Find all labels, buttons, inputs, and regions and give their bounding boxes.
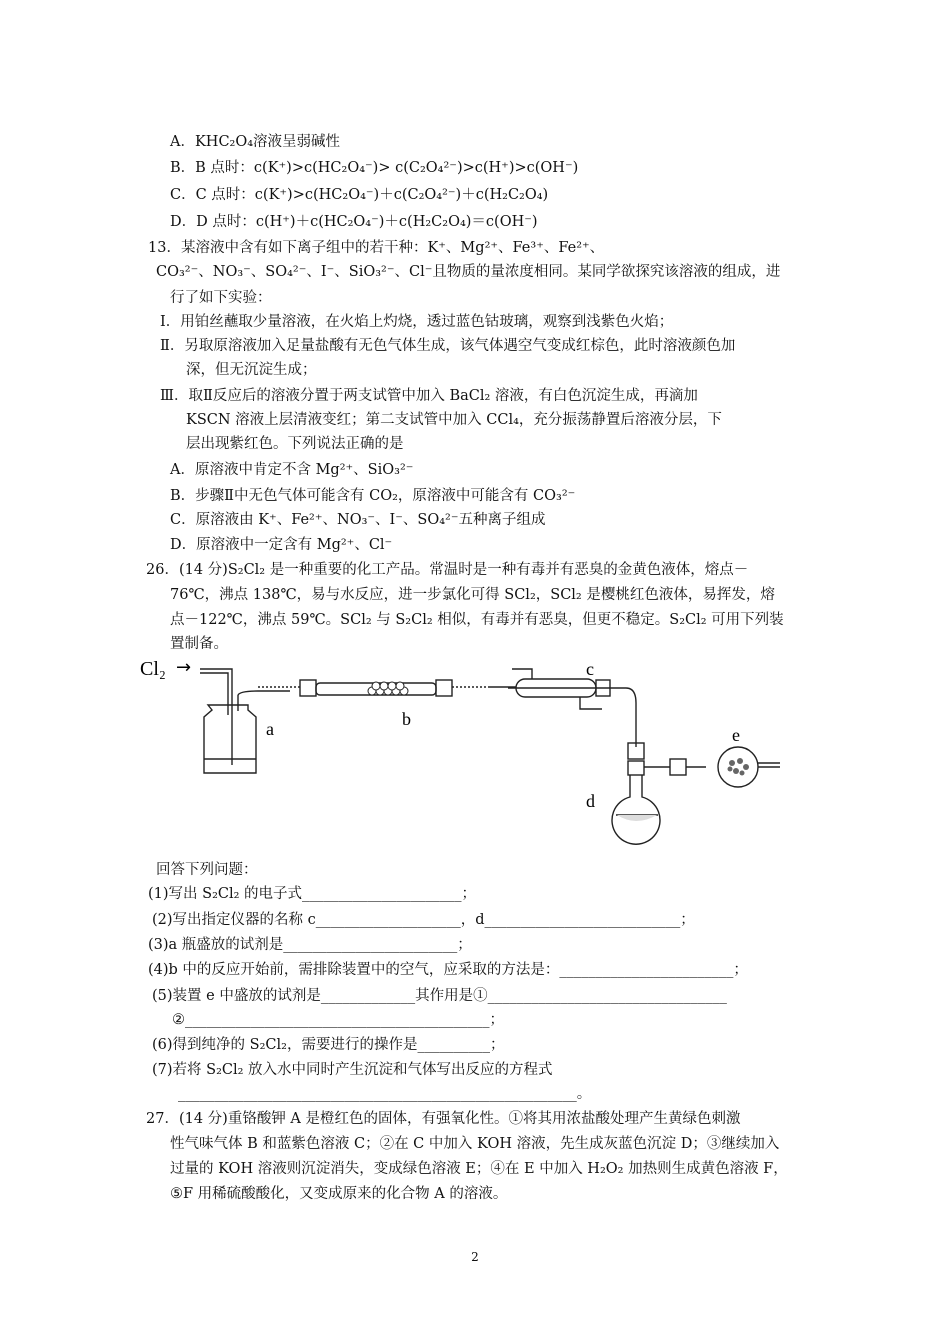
q13-option-a: A．原溶液中肯定不含 Mg²⁺、SiO₃²⁻ xyxy=(170,462,414,478)
q26-part-1: (1)写出 S₂Cl₂ 的电子式______________________； xyxy=(148,886,477,902)
q13-stem-line2: CO₃²⁻、NO₃⁻、SO₄²⁻、I⁻、SiO₃²⁻、Cl⁻且物质的量浓度相同。某同学欲探究该溶液的组成，进 xyxy=(156,264,781,280)
q26-stem-line3: 点－122℃，沸点 59℃。SCl₂ 与 S₂Cl₂ 相似，有毒并有恶臭，但更不稳定。S₂Cl₂ 可用下列装 xyxy=(170,612,784,628)
q26-part-7-line2: _______________________________________________________。 xyxy=(178,1086,592,1102)
q26-part-7-line1: (7)若将 S₂Cl₂ 放入水中同时产生沉淀和气体写出反应的方程式 xyxy=(152,1062,553,1078)
q13-option-d: D．原溶液中一定含有 Mg²⁺、Cl⁻ xyxy=(170,537,393,553)
q13-stem-line3: 行了如下实验： xyxy=(170,290,272,306)
q13-experiment-2-line2: 深，但无沉淀生成； xyxy=(186,362,317,378)
label-c: c xyxy=(586,659,594,679)
q12-option-c: C．C 点时：c(K⁺)>c(HC₂O₄⁻)＋c(C₂O₄²⁻)＋c(H₂C₂O₄) xyxy=(170,187,549,203)
label-e: e xyxy=(732,725,740,745)
q26-stem-line2: 76℃，沸点 138℃，易与水反应，进一步氯化可得 SCl₂，SCl₂ 是樱桃红色液体，易挥发，熔 xyxy=(170,587,775,603)
q26-part-4: (4)b 中的反应开始前，需排除装置中的空气，应采取的方法是：________________________； xyxy=(148,962,748,978)
q27-stem-line1: 27．(14 分)重铬酸钾 A 是橙红色的固体，有强氧化性。①将其用浓盐酸处理产生黄绿色刺激 xyxy=(146,1111,741,1127)
q27-stem-line4: ⑤F 用稀硫酸酸化，又变成原来的化合物 A 的溶液。 xyxy=(170,1186,508,1202)
q13-experiment-3-line3: 层出现紫红色。下列说法正确的是 xyxy=(186,436,404,452)
q13-option-c: C．原溶液由 K⁺、Fe²⁺、NO₃⁻、I⁻、SO₄²⁻五种离子组成 xyxy=(170,512,546,528)
q12-option-a: A．KHC₂O₄溶液呈弱碱性 xyxy=(170,134,341,150)
q13-experiment-3-line2: KSCN 溶液上层清液变红；第二支试管中加入 CCl₄，充分振荡静置后溶液分层，下 xyxy=(186,412,722,428)
q27-stem-line2: 性气味气体 B 和蓝紫色溶液 C；②在 C 中加入 KOH 溶液，先生成灰蓝色沉淀 D；③继续加入 xyxy=(170,1136,780,1152)
q13-stem-line1: 13．某溶液中含有如下离子组中的若干种：K⁺、Mg²⁺、Fe³⁺、Fe²⁺、 xyxy=(148,240,605,256)
page-number: 2 xyxy=(471,1250,479,1264)
q13-experiment-1: Ⅰ．用铂丝蘸取少量溶液，在火焰上灼烧，透过蓝色钴玻璃，观察到浅紫色火焰； xyxy=(160,314,674,330)
apparatus-diagram xyxy=(140,655,780,845)
q26-stem-line4: 置制备。 xyxy=(170,636,228,652)
q26-part-5-line1: (5)装置 e 中盛放的试剂是_____________其作用是①_________________________________ xyxy=(152,988,727,1004)
label-cl2: Cl₂ xyxy=(140,658,166,680)
q13-experiment-2-line1: Ⅱ．另取原溶液加入足量盐酸有无色气体生成，该气体遇空气变成红棕色，此时溶液颜色加 xyxy=(160,338,736,354)
q26-part-5-line2: ②__________________________________________； xyxy=(172,1012,504,1028)
q12-option-b: B．B 点时：c(K⁺)>c(HC₂O₄⁻)> c(C₂O₄²⁻)>c(H⁺)>c(OH⁻) xyxy=(170,160,579,176)
q26-part-6: (6)得到纯净的 S₂Cl₂，需要进行的操作是__________； xyxy=(152,1037,505,1053)
q26-answer-intro: 回答下列问题： xyxy=(156,862,258,878)
label-b: b xyxy=(402,709,411,729)
q26-part-3: (3)a 瓶盛放的试剂是________________________； xyxy=(148,937,472,953)
q13-experiment-3-line1: Ⅲ．取Ⅱ反应后的溶液分置于两支试管中加入 BaCl₂ 溶液，有白色沉淀生成，再滴加 xyxy=(160,388,698,404)
label-d: d xyxy=(586,791,595,811)
q27-stem-line3: 过量的 KOH 溶液则沉淀消失，变成绿色溶液 E；④在 E 中加入 H₂O₂ 加热则生成黄色溶液 F， xyxy=(170,1161,788,1177)
q13-option-b: B．步骤Ⅱ中无色气体可能含有 CO₂，原溶液中可能含有 CO₃²⁻ xyxy=(170,488,576,504)
label-a: a xyxy=(266,719,274,739)
q12-option-d: D．D 点时：c(H⁺)＋c(HC₂O₄⁻)＋c(H₂C₂O₄)＝c(OH⁻) xyxy=(170,214,538,230)
q26-stem-line1: 26．(14 分)S₂Cl₂ 是一种重要的化工产品。常温时是一种有毒并有恶臭的金黄色液体，熔点－ xyxy=(146,562,749,578)
arrow-icon: → xyxy=(176,657,192,678)
q26-part-2: (2)写出指定仪器的名称 c____________________，d___________________________； xyxy=(152,912,695,928)
